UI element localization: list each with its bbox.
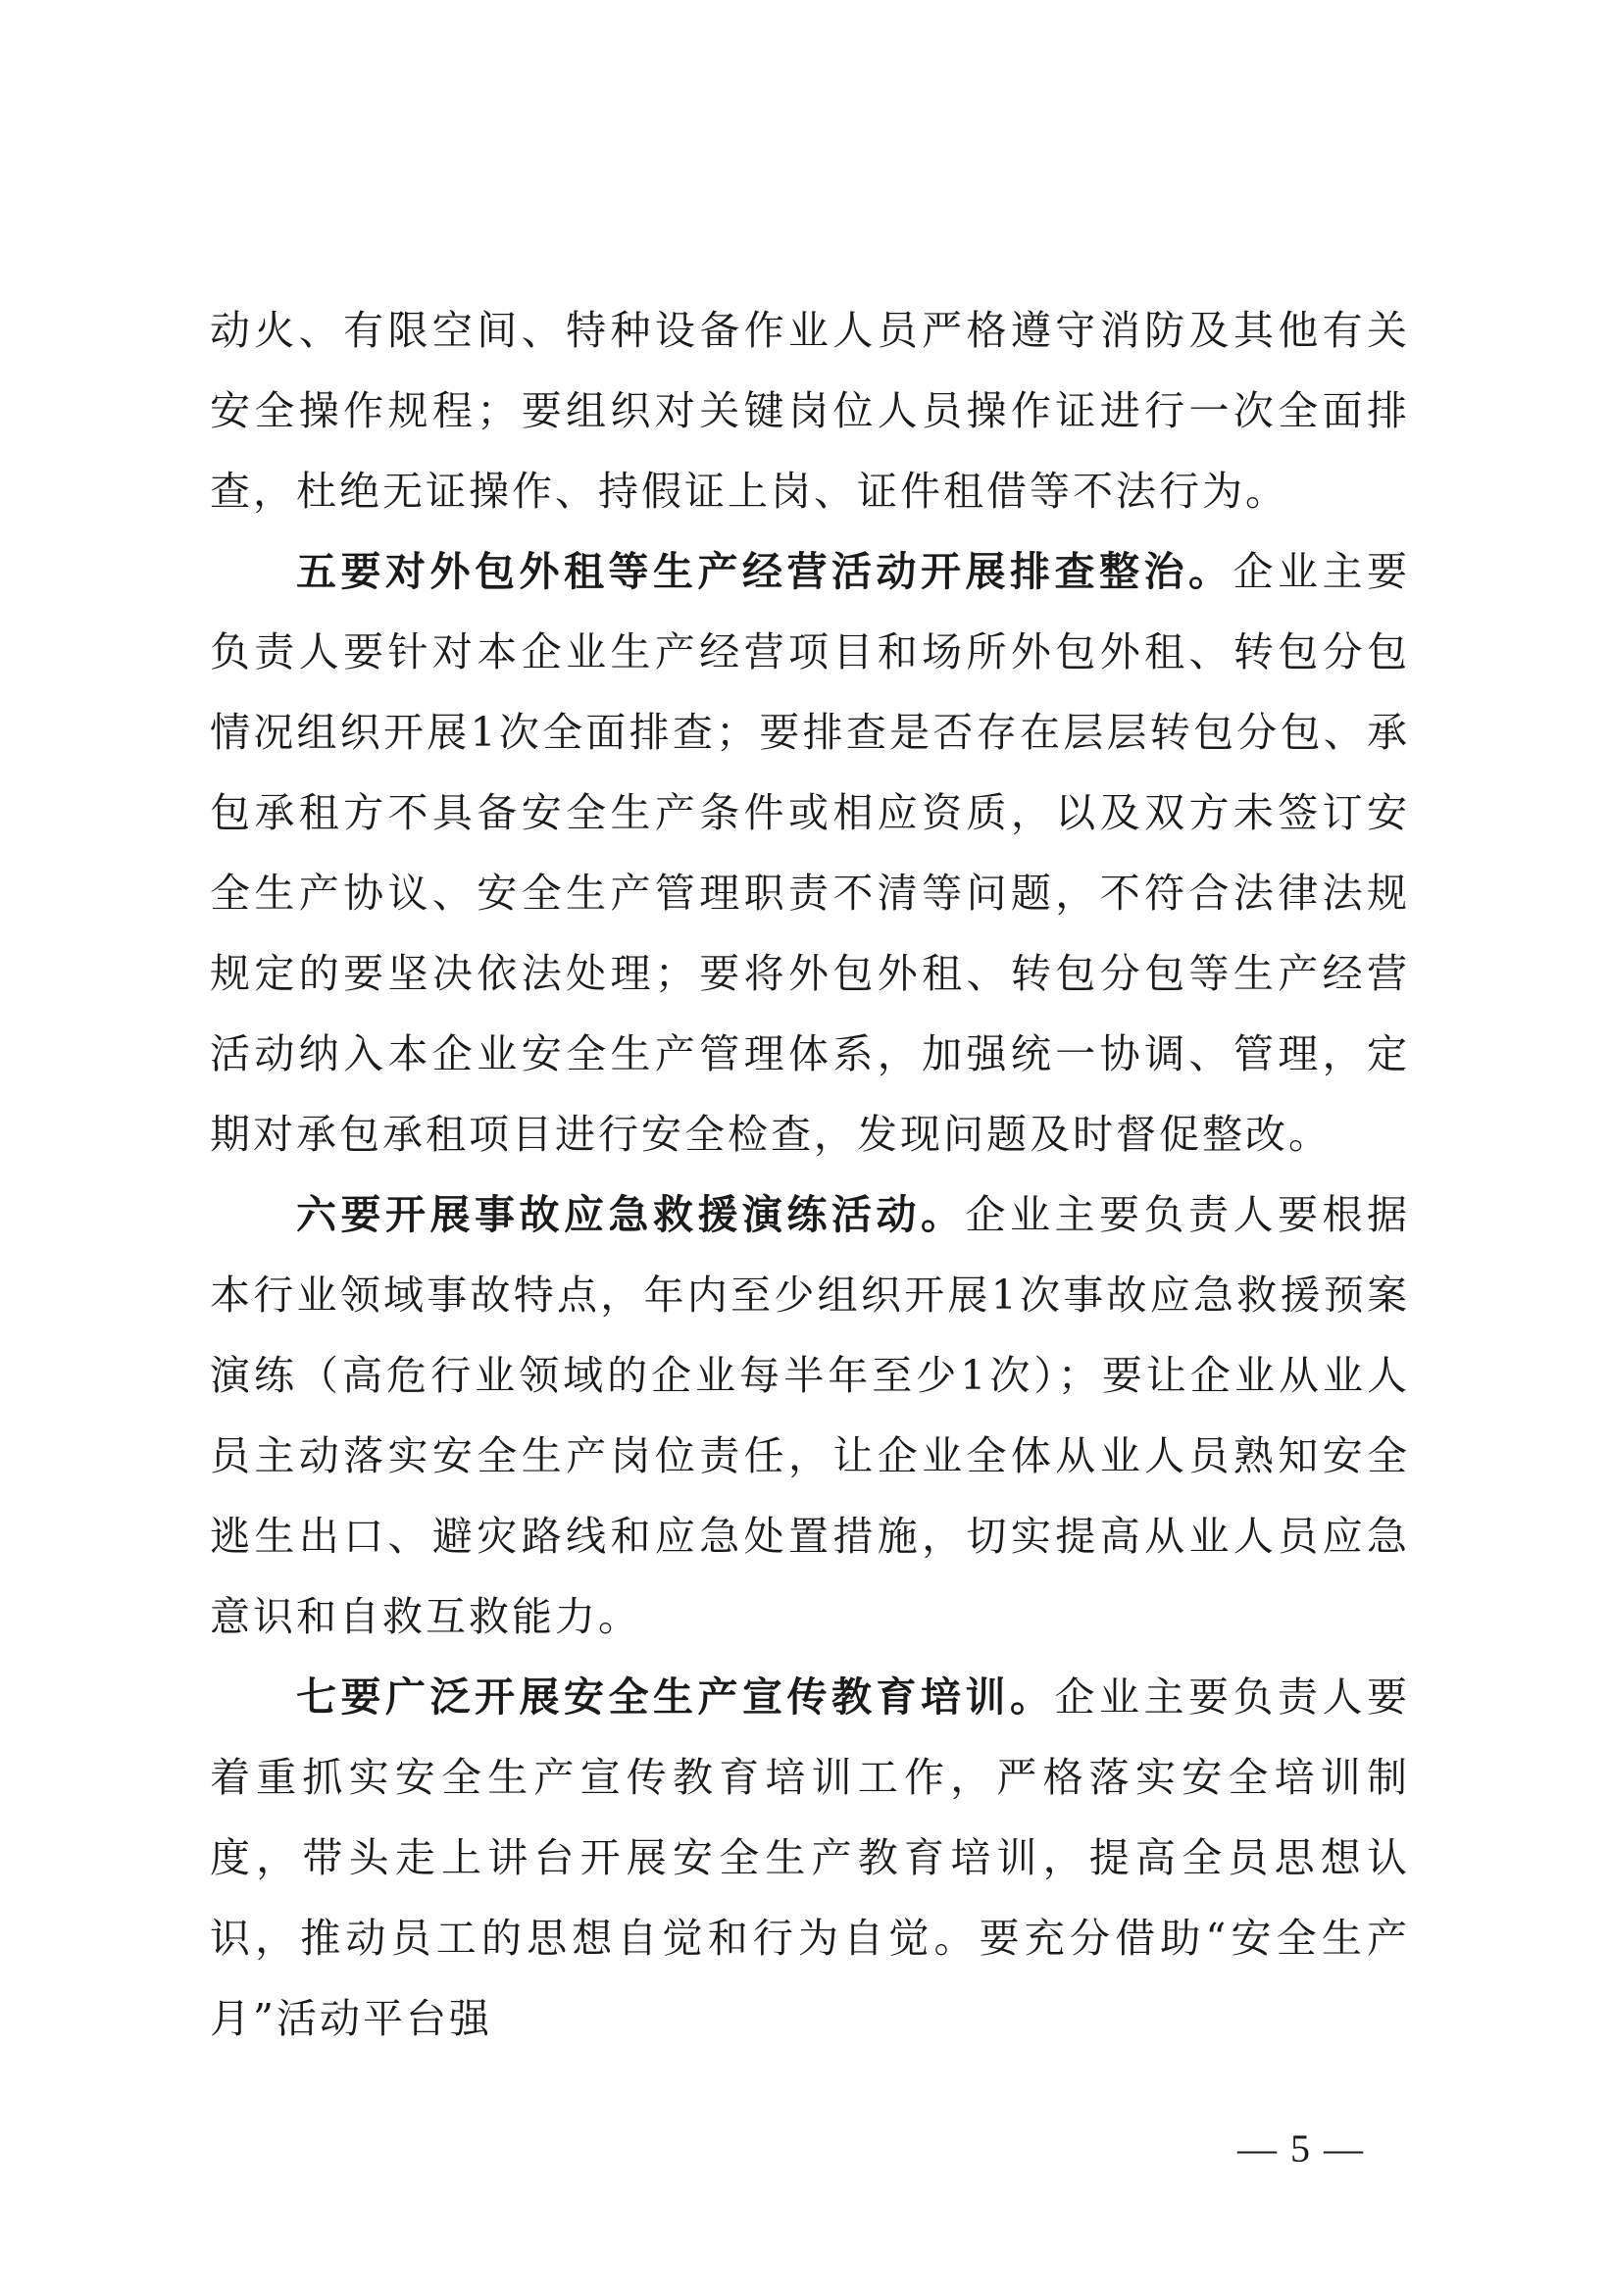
- paragraph-text: 动火、有限空间、特种设备作业人员严格遵守消防及其他有关安全操作规程；要组织对关键岗位人员操作证进行一次全面排查，杜绝无证操作、持假证上岗、证件租借等不法行为。: [210, 307, 1410, 515]
- document-body: [210, 290, 1410, 2059]
- paragraph-safety-training: [210, 1657, 1410, 2059]
- paragraph-heading: 五要对外包外租等生产经营活动开展排查整治。: [296, 548, 1233, 595]
- paragraph-text: 企业主要负责人要着重抓实安全生产宣传教育培训工作，严格落实安全培训制度，带头走上讲台开展安全生产教育培训，提高全员思想认识，推动员工的思想自觉和行为自觉。要充分借助“安全生产月”活动平台强: [210, 1673, 1410, 2042]
- paragraph-outsourcing: [210, 531, 1410, 1174]
- paragraph-continuation: [210, 290, 1410, 531]
- paragraph-text: 企业主要负责人要针对本企业生产经营项目和场所外包外租、转包分包情况组织开展1次全面排查；要排查是否存在层层转包分包、承包承租方不具备安全生产条件或相应资质，以及双方未签订安全生产协议、安全生产管理职责不清等问题，不符合法律法规规定的要坚决依法处理；要将外包外租、转包分包等生产经营活动纳入本企业安全生产管理体系，加强统一协调、管理，定期对承包承租项目进行安全检查，发现问题及时督促整改。: [210, 548, 1410, 1158]
- page-number: — 5 —: [1237, 2126, 1365, 2171]
- paragraph-heading: 七要广泛开展安全生产宣传教育培训。: [296, 1673, 1055, 1721]
- paragraph-emergency-drill: [210, 1174, 1410, 1657]
- paragraph-text: 企业主要负责人要根据本行业领域事故特点，年内至少组织开展1次事故应急救援预案演练（高危行业领域的企业每半年至少1次）；要让企业从业人员主动落实安全生产岗位责任，让企业全体从业人员熟知安全逃生出口、避灾路线和应急处置措施，切实提高从业人员应急意识和自救互救能力。: [210, 1191, 1410, 1640]
- paragraph-heading: 六要开展事故应急救援演练活动。: [296, 1191, 966, 1238]
